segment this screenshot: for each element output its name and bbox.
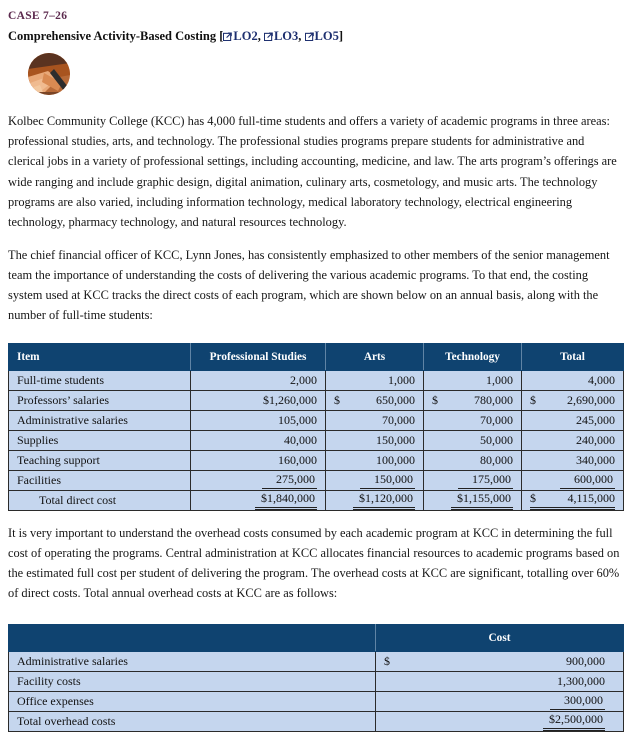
amount-value: 4,115,000 [567,491,615,506]
cell-value [326,491,424,511]
cell-value [326,431,424,451]
table-row [9,471,624,491]
cell-3-amount: 600,000 [560,472,615,489]
cell-value [522,371,624,391]
currency-symbol: $ [432,393,438,408]
cell-value [191,411,326,431]
cell-2-amount [432,393,513,408]
amount-value: 780,000 [474,393,513,408]
cost-amount: $2,500,000 [543,712,605,731]
cell-value [376,691,624,711]
direct-cost-table [8,343,624,511]
cell-1-amount: 70,000 [382,413,415,428]
cost-amount: 300,000 [550,693,605,710]
cell-value [326,391,424,411]
cell-1-amount [334,393,415,408]
learning-objective-link-lo2[interactable]: LO2 [223,29,257,43]
cell-value [424,391,522,411]
cell-1-amount: 1,000 [388,373,415,388]
cell-value [191,431,326,451]
cell-3-amount: 245,000 [576,413,615,428]
column-header-total: Total [522,344,624,371]
table-row [9,431,624,451]
case-label: CASE 7–26 [8,10,68,22]
direct-cost-table-header-row [9,344,624,371]
column-header-item: Item [9,344,191,371]
cell-value [522,491,624,511]
cell-value [191,391,326,411]
cost-amount [384,654,605,669]
row-label: Facility costs [9,671,376,691]
cell-2-amount: 50,000 [480,433,513,448]
cell-3-amount [530,393,615,408]
cell-1-amount: 100,000 [376,453,415,468]
cell-1-amount: 150,000 [376,433,415,448]
paragraph-cfo: The chief financial officer of KCC, Lynn Jones, has consistently emphasized to other members of the senior management team the importance of understanding the costs of delivering the various academic programs. To that end, the costing system used at KCC tracks the direct costs of each program, which are shown below on an annual basis, along with the number of full-time students: [8,247,610,323]
cell-value [522,431,624,451]
cell-1-amount: $1,120,000 [353,491,415,510]
table-row [9,371,624,391]
cell-value [522,451,624,471]
cell-value [376,711,624,731]
amount-value: 650,000 [376,393,415,408]
row-label: Professors’ salaries [9,391,191,411]
table-row [9,491,624,511]
cell-value [326,371,424,391]
popup-window-icon [264,29,273,45]
cell-3-amount: 340,000 [576,453,615,468]
paragraph-overhead: It is very important to understand the overhead costs consumed by each academic program at KCC in determining the full cost of operating the programs. Central administration at KCC allocates financial resources to academic programs based on the estimated full cost per student of delivering the program. The overhead costs at KCC are significant, totalling over 60% of direct costs. Total annual overhead costs at KCC are as follows: [8,526,620,601]
currency-symbol: $ [530,491,536,506]
cell-0-amount: 40,000 [284,433,317,448]
column-header-overhead-item [9,624,376,651]
column-header-technology: Technology [424,344,522,371]
learning-objective-link-lo5[interactable]: LO5 [305,29,339,43]
row-label: Total direct cost [9,491,191,511]
cell-0-amount: $1,840,000 [255,491,317,510]
table-row [9,451,624,471]
cell-2-amount: 80,000 [480,453,513,468]
cell-value [326,411,424,431]
learning-objective-list: LO2, LO3, LO5 [223,29,338,43]
cell-3-amount [530,491,615,510]
cell-0-amount: $1,260,000 [263,393,317,408]
cell-2-amount: 1,000 [486,373,513,388]
paragraph-intro: Kolbec Community College (KCC) has 4,000 full-time students and offers a variety of academic programs in three areas: professional studies, arts, and technology. The professional studies programs prepare students for administrative and clerical jobs in a variety of professional settings, including accounting, medicine, and law. The arts program’s offerings are wide ranging and include graphic design, digital animation, culinary arts, cosmetology, and music arts. The technology programs are also varied, including information technology, medical laboratory technology, electrical engineering technology, pharmacy technology, and natural resources technology. [8,114,617,229]
cell-value [424,491,522,511]
cell-value [191,371,326,391]
cell-0-amount: 160,000 [278,453,317,468]
column-header-arts: Arts [326,344,424,371]
cell-value [522,411,624,431]
case-title [0,22,633,45]
popup-window-icon [305,29,314,45]
table-row [9,711,624,731]
column-header-cost: Cost [376,624,624,651]
amount-value: 900,000 [566,653,605,668]
case-thumbnail-wrapper [0,45,633,95]
learning-objective-link-lo3[interactable]: LO3 [264,29,298,43]
currency-symbol: $ [334,393,340,408]
table-row [9,411,624,431]
row-label: Supplies [9,431,191,451]
cell-value [191,451,326,471]
case-title-bracket-close: ] [338,29,343,43]
case-title-text: Comprehensive Activity-Based Costing [ [8,29,224,43]
row-label: Full-time students [9,371,191,391]
amount-value: 2,690,000 [567,393,615,408]
cell-3-amount: 240,000 [576,433,615,448]
cell-value [326,451,424,471]
hands-writing-photo [28,53,70,95]
currency-symbol: $ [530,393,536,408]
row-label: Administrative salaries [9,651,376,671]
cell-value [522,471,624,491]
row-label: Administrative salaries [9,411,191,431]
table-row [9,651,624,671]
overhead-table-header-row [9,624,624,651]
currency-symbol: $ [384,653,390,668]
table-row [9,691,624,711]
popup-window-icon [223,29,232,45]
cell-2-amount: 70,000 [480,413,513,428]
cell-value [376,651,624,671]
cell-0-amount: 2,000 [290,373,317,388]
cell-0-amount: 105,000 [278,413,317,428]
cell-3-amount: 4,000 [588,373,615,388]
row-label: Office expenses [9,691,376,711]
cell-value [424,411,522,431]
cell-1-amount: 150,000 [360,472,415,489]
cell-value [191,491,326,511]
cell-value [191,471,326,491]
table-row [9,391,624,411]
table-row [9,671,624,691]
cell-value [424,471,522,491]
row-label: Total overhead costs [9,711,376,731]
cell-value [424,371,522,391]
cell-value [424,451,522,471]
cell-value [326,471,424,491]
row-label: Teaching support [9,451,191,471]
cell-0-amount: 275,000 [262,472,317,489]
column-header-professional-studies: Professional Studies [191,344,326,371]
cost-amount: 1,300,000 [557,673,605,688]
row-label: Facilities [9,471,191,491]
overhead-cost-table [8,624,624,732]
cell-value [522,391,624,411]
bottom-spacer [0,732,633,738]
cell-value [424,431,522,451]
cell-2-amount: $1,155,000 [451,491,513,510]
cell-value [376,671,624,691]
cell-2-amount: 175,000 [458,472,513,489]
